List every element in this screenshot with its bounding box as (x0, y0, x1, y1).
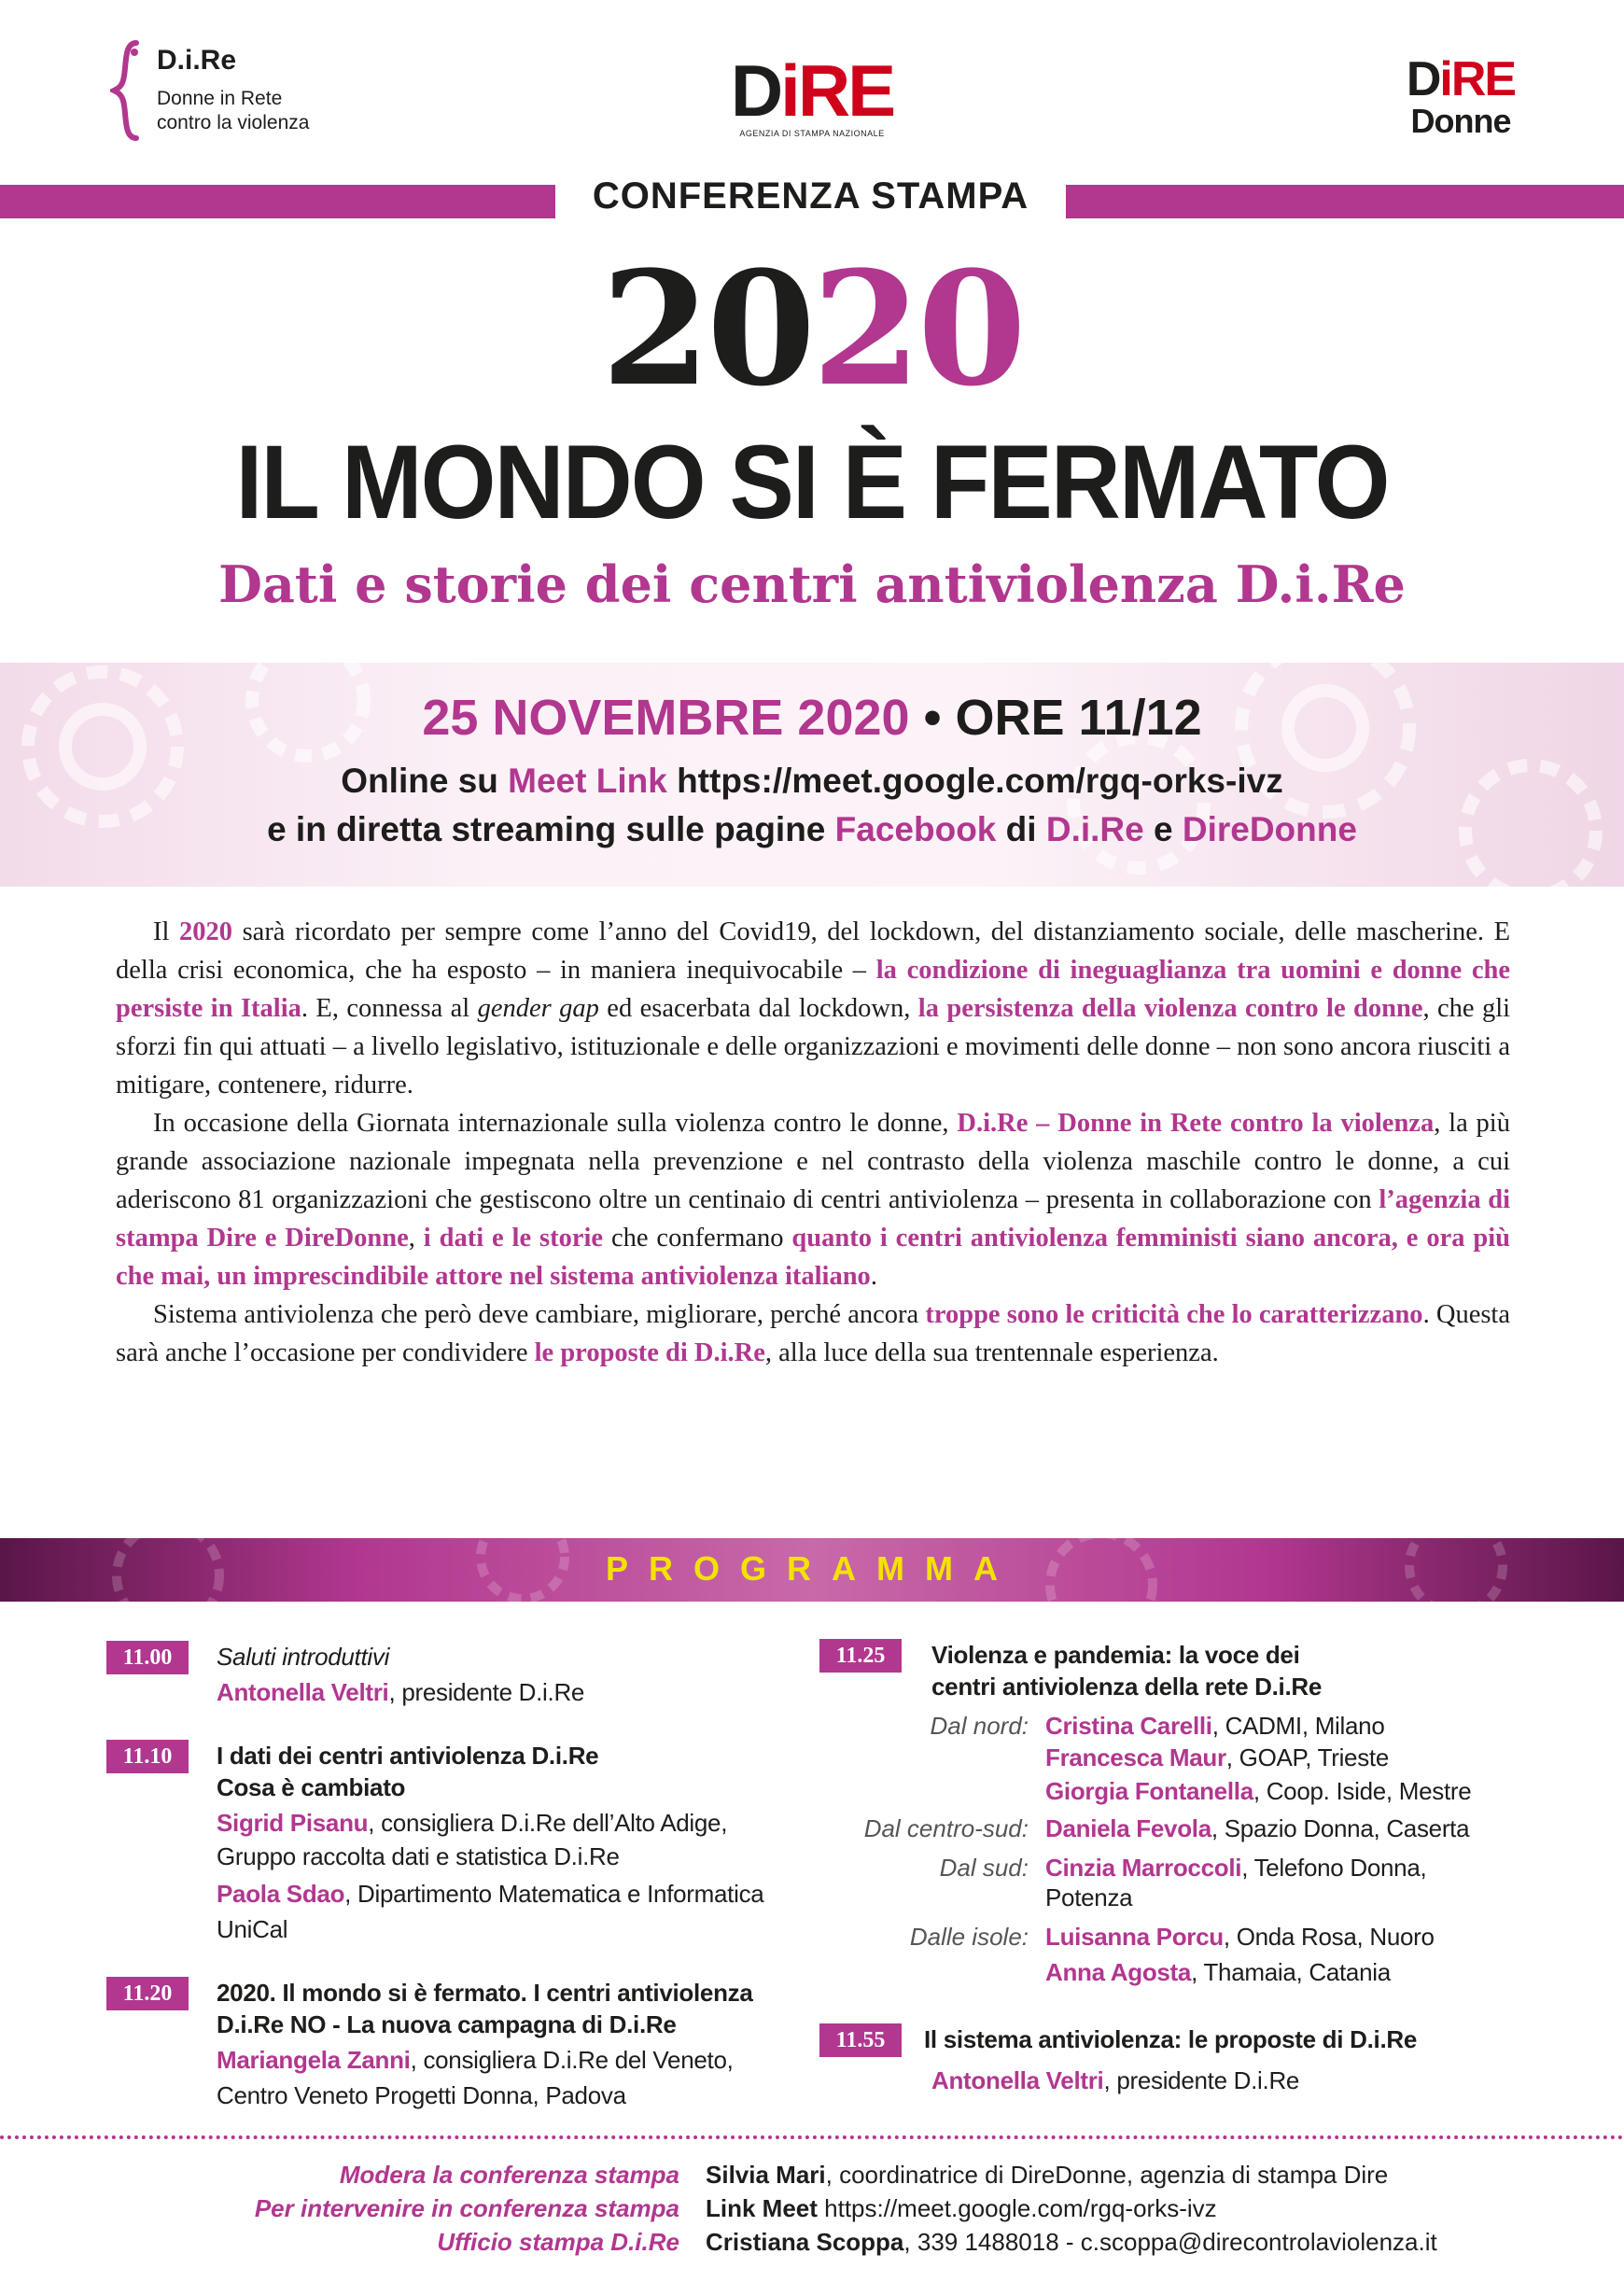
online-prefix: Online su (341, 762, 509, 800)
speaker (217, 2044, 734, 2076)
text-run: , alla luce della sua trentennale esperienza. (764, 1338, 1219, 1367)
speaker-name: Francesca Maur (1045, 1743, 1226, 1771)
text-run: Sistema antiviolenza che però deve cambiare, migliorare, perché ancora (153, 1300, 926, 1329)
speaker-role-line2: UniCal (217, 1915, 288, 1943)
footer-label: Per intervenire in conferenza stampa (254, 2194, 679, 2222)
speaker (217, 1878, 763, 1910)
stream-line (0, 810, 1624, 849)
speaker (1045, 1852, 1426, 1883)
footer-value (706, 2191, 1583, 2225)
speaker-name: Mariangela Zanni (217, 2046, 411, 2074)
text-run: , (408, 1224, 424, 1253)
text-run: sarà ricordato per sempre come l’anno del Covid19, del lockdown, del distanziamento sociale, delle mascherine. E della crisi economica, che ha esposto – in maniera inequivocabile – (116, 917, 1510, 985)
speaker-name: Giorgia Fontanella (1045, 1777, 1253, 1805)
meet-url[interactable]: https://meet.google.com/rgq-orks-ivz (666, 762, 1283, 800)
session-title: 2020. Il mondo si è fermato. I centri antiviolenza (217, 1979, 753, 2007)
highlight-run: la condizione di ineguaglianza tra uomini e donne che persiste in Italia (116, 956, 1510, 1023)
speaker (217, 1807, 727, 1839)
footer-name: Link Meet (706, 2194, 818, 2222)
speaker (931, 2065, 1299, 2096)
speaker-role: , presidente D.i.Re (1103, 2066, 1300, 2094)
programma-label: PROGRAMMA (606, 1549, 1018, 1588)
logo-ire (1439, 52, 1515, 106)
brace-logo-icon (110, 39, 147, 142)
time-text: ORE 11/12 (955, 690, 1202, 746)
highlight-run: le proposte di D.i.Re (534, 1338, 765, 1367)
speaker-name: Luisanna Porcu (1045, 1923, 1224, 1951)
speaker-role: , Thamaia, Catania (1191, 1958, 1391, 1986)
date-separator: • (909, 690, 956, 746)
time-badge: 11.55 (819, 2023, 902, 2057)
speaker-name: Daniela Fevola (1045, 1814, 1211, 1842)
text-run: ed esacerbata dal lockdown, (598, 994, 918, 1023)
speaker (1045, 1813, 1469, 1844)
highlight-run: quanto i centri antiviolenza femministi siano ancora, e ora più che mai, un imprescindibile attore nel sistema antiviolenza italiano (116, 1224, 1511, 1291)
highlight-run: l’agenzia di stampa Dire e DireDonne (116, 1185, 1510, 1253)
time-badge: 11.25 (819, 1639, 902, 1673)
session-title: I dati dei centri antiviolenza D.i.Re (217, 1742, 599, 1770)
online-line (0, 762, 1624, 801)
session-title: Il sistema antiviolenza: le proposte di D.i.Re (924, 2025, 1417, 2053)
intro-text (116, 913, 1510, 1372)
text-run: , che gli sforzi fin qui attuati – a livello legislativo, istituzionale e delle organizzazioni e movimenti delle donne – non sono ancora riusciti a mitigare, contenere, ridurre. (116, 994, 1511, 1099)
speaker-role: , Dipartimento Matematica e Informatica (344, 1880, 764, 1908)
speaker-role-line2: Centro Veneto Progetti Donna, Padova (217, 2081, 626, 2109)
speaker-role: , GOAP, Trieste (1225, 1743, 1389, 1771)
di-text: di (996, 810, 1046, 848)
session-title-line2: centri antiviolenza della rete D.i.Re (931, 1673, 1323, 1701)
event-date (0, 689, 1624, 747)
speaker-role: , CADMI, Milano (1211, 1712, 1385, 1740)
diredonne-logo (1400, 54, 1521, 147)
footer-text: , coordinatrice di DireDonne, agenzia di stampa Dire (825, 2161, 1389, 2189)
footer-value (706, 2225, 1583, 2259)
text-run: In occasione della Giornata internazionale sulla violenza contro le donne, (153, 1109, 958, 1138)
date-text: 25 NOVEMBRE 2020 (422, 690, 910, 746)
logo-re: RE (797, 49, 894, 132)
italic-run: gender gap (477, 994, 599, 1023)
facebook-link[interactable]: Facebook (834, 810, 997, 848)
time-badge: 11.20 (106, 1977, 189, 2010)
logo-ire (780, 49, 893, 132)
logo-d: D (1406, 52, 1440, 106)
footer-name: Silvia Mari (706, 2161, 826, 2189)
subheadline: Dati e storie dei centri antiviolenza D.i.Re (218, 554, 1406, 614)
logo-red-i: i (1439, 52, 1451, 106)
speaker-name: Cinzia Marroccoli (1045, 1854, 1242, 1882)
footer-value (706, 2158, 1583, 2191)
footer-divider (0, 2135, 1624, 2139)
text-run: Il (153, 917, 179, 946)
speaker-name: Sigrid Pisanu (217, 1809, 369, 1837)
time-badge: 11.10 (106, 1740, 189, 1773)
logo-name: D.i.Re (157, 45, 237, 76)
logo-red-i: i (780, 49, 798, 132)
highlight-run: i dati e le storie (423, 1224, 604, 1253)
footer-label: Modera la conferenza stampa (339, 2161, 679, 2189)
speaker (1045, 1710, 1384, 1742)
footer-name: Cristiana Scoppa (706, 2228, 904, 2256)
text-run: . Questa sarà anche l’occasione per condividere (116, 1300, 1511, 1367)
footer-label: Ufficio stampa D.i.Re (437, 2228, 679, 2256)
speaker-role: , consigliera D.i.Re dell’Alto Adige, (368, 1809, 728, 1837)
e-text: e (1143, 810, 1183, 848)
highlight-run: la persistenza della violenza contro le donne (917, 994, 1423, 1023)
region-label: Dal sud: (939, 1854, 1029, 1882)
region-label: Dalle isole: (909, 1923, 1029, 1951)
intro-paragraph-2 (116, 1104, 1510, 1295)
highlight-run: troppe sono le criticità che lo caratterizzano (925, 1300, 1423, 1329)
speaker-role: , presidente D.i.Re (388, 1678, 585, 1706)
footer-link[interactable]: https://meet.google.com/rgq-orks-ivz (817, 2194, 1217, 2222)
highlight-run: D.i.Re – Donne in Rete contro la violenza (957, 1109, 1435, 1138)
speaker-role: , consigliera D.i.Re del Veneto, (410, 2046, 734, 2074)
dire-link[interactable]: D.i.Re (1045, 810, 1144, 848)
conference-label: CONFERENZA STAMPA (592, 175, 1029, 217)
speaker-role: , Telefono Donna, (1241, 1854, 1427, 1882)
session-title: Violenza e pandemia: la voce dei (931, 1641, 1300, 1669)
session-title: Saluti introduttivi (217, 1643, 390, 1671)
accent-bar-right (1066, 185, 1624, 218)
speaker (1045, 1921, 1435, 1953)
intro-paragraph-1 (116, 913, 1510, 1104)
speaker-role-line2: Gruppo raccolta dati e statistica D.i.Re (217, 1842, 620, 1870)
text-run: che confermano (603, 1224, 792, 1253)
highlight-run: 2020 (179, 917, 232, 946)
speaker-name: Antonella Veltri (931, 2066, 1104, 2094)
logo-line2: contro la violenza (157, 112, 310, 133)
speaker-name: Antonella Veltri (217, 1678, 389, 1706)
region-label: Dal nord: (930, 1712, 1029, 1740)
speaker (1045, 1742, 1389, 1773)
logo-line1: Donne in Rete (157, 88, 283, 109)
logo-donne: Donne (1410, 102, 1511, 140)
dire-network-logo (110, 39, 353, 142)
accent-bar-left (0, 185, 555, 218)
speaker (1045, 1775, 1471, 1807)
speaker (1045, 1956, 1391, 1988)
speaker-role: , Spazio Donna, Caserta (1211, 1814, 1470, 1842)
dire-agency-logo (728, 49, 896, 147)
speaker-role-line2: Potenza (1045, 1883, 1133, 1911)
time-badge: 11.00 (106, 1641, 189, 1674)
diredonne-link[interactable]: DireDonne (1182, 810, 1357, 848)
speaker-name: Anna Agosta (1045, 1958, 1192, 1986)
headline: IL MONDO SI È FERMATO (235, 424, 1389, 541)
meet-link-label[interactable]: Meet Link (508, 762, 667, 800)
logo-d: D (730, 49, 781, 132)
speaker-name: Cristina Carelli (1045, 1712, 1212, 1740)
footer-contact[interactable]: , 339 1488018 - c.scoppa@direcontrolaviolenza.it (903, 2228, 1437, 2256)
year-part2: 20 (812, 236, 1023, 421)
text-run: . E, connessa al (301, 994, 478, 1023)
speaker-role: , Coop. Iside, Mestre (1253, 1777, 1472, 1805)
logo-tagline: AGENZIA DI STAMPA NAZIONALE (739, 129, 885, 138)
text-run: . (870, 1262, 877, 1291)
intro-paragraph-3 (116, 1295, 1510, 1372)
logo-re: RE (1450, 52, 1516, 106)
stream-prefix: e in diretta streaming sulle pagine (267, 810, 835, 848)
speaker (217, 1676, 584, 1708)
speaker-role: , Onda Rosa, Nuoro (1223, 1923, 1435, 1951)
session-title-line2: D.i.Re NO - La nuova campagna di D.i.Re (217, 2010, 677, 2038)
region-label: Dal centro-sud: (863, 1814, 1029, 1842)
text-run: , la più grande associazione nazionale impegnata nella prevenzione e nel contrasto della violenza maschile contro le donne, a cui aderiscono 81 organizzazioni che gestiscono oltre un centinaio di centri antiviolenza – presenta in collaborazione con (116, 1109, 1510, 1214)
year-title (0, 236, 1624, 421)
session-title-line2: Cosa è cambiato (217, 1773, 406, 1801)
speaker-name: Paola Sdao (217, 1880, 345, 1908)
year-part1: 20 (601, 236, 812, 421)
